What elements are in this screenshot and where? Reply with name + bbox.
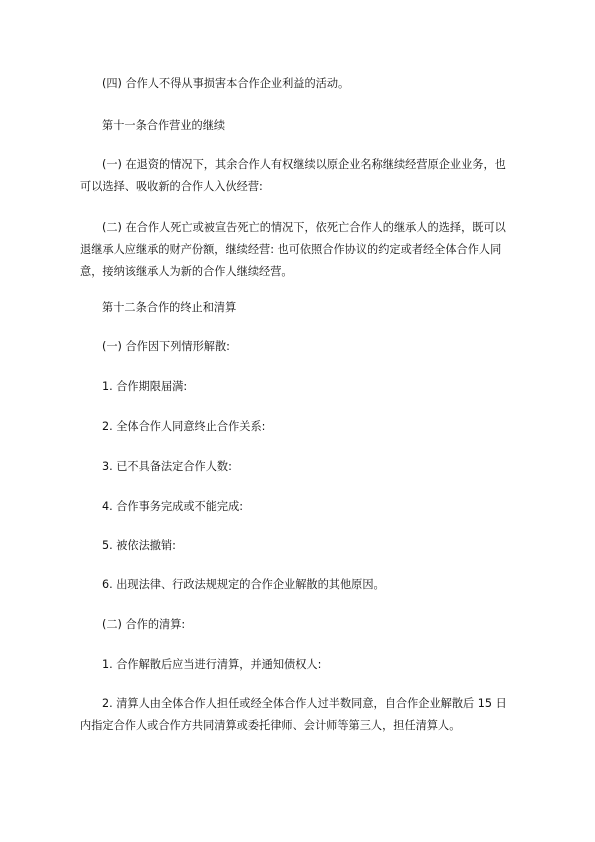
heading-article-12: 第十二条合作的终止和清算 xyxy=(102,301,237,314)
list-item-1: 1. 合作期限届满: xyxy=(102,380,188,393)
paragraph-liquidation-intro: (二) 合作的清算: xyxy=(102,618,186,631)
liquidation-item-1: 1. 合作解散后应当进行清算，并通知债权人: xyxy=(102,658,322,671)
paragraph-death-continuation: (二) 在合作人死亡或被宣告死亡的情况下，依死亡合作人的继承人的选择，既可以退继承人应继承的财产份额，继续经营: 也可依照合作协议的约定或者经全体合作人同意，接纳该继承人为新的合作人继续经营。 xyxy=(80,221,506,278)
list-item-5: 5. 被依法撤销: xyxy=(102,539,176,552)
heading-article-11: 第十一条合作营业的继续 xyxy=(102,119,226,132)
paragraph-dissolution-intro: (一) 合作因下列情形解散: xyxy=(102,340,230,353)
list-item-2: 2. 全体合作人同意终止合作关系: xyxy=(102,420,266,433)
list-item-6: 6. 出现法律、行政法规规定的合作企业解散的其他原因。 xyxy=(102,578,385,591)
paragraph-withdrawal-continuation: (一) 在退资的情况下，其余合作人有权继续以原企业名称继续经营原企业业务，也可以选择、吸收新的合作人入伙经营: xyxy=(80,158,506,193)
liquidation-item-2: 2. 清算人由全体合作人担任或经全体合作人过半数同意，自合作企业解散后 15 日内指定合作人或合作方共同清算或委托律师、会计师等第三人，担任清算人。 xyxy=(80,697,507,732)
list-item-4: 4. 合作事务完成或不能完成: xyxy=(102,500,244,513)
paragraph-non-compete: (四) 合作人不得从事损害本合作企业利益的活动。 xyxy=(102,77,350,90)
list-item-3: 3. 已不具备法定合作人数: xyxy=(102,460,232,473)
